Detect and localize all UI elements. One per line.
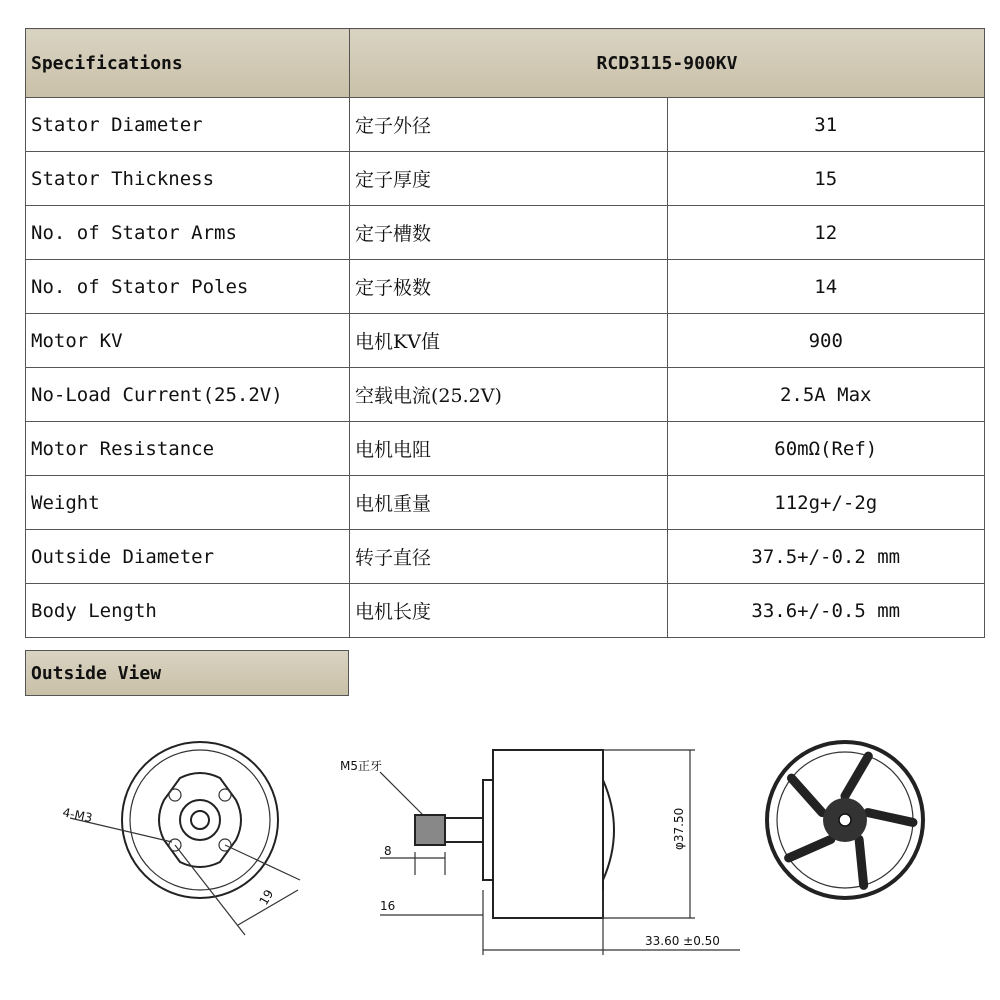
spec-row	[26, 98, 985, 152]
spec-row	[26, 476, 985, 530]
spec-value: 2.5A Max	[667, 368, 985, 422]
side-view-drawing	[340, 740, 740, 990]
spec-value: 12	[667, 206, 985, 260]
spec-header-label: Specifications	[26, 29, 350, 98]
spec-value: 31	[667, 98, 985, 152]
spec-name-cn: 定子极数	[350, 260, 668, 314]
spec-row	[26, 314, 985, 368]
hole-label: 4-M3	[61, 805, 94, 826]
spec-name-cn: 电机电阻	[350, 422, 668, 476]
rear-spoke	[868, 813, 913, 823]
dim-16-label: 16	[380, 899, 396, 913]
spec-name-cn: 电机长度	[350, 584, 668, 638]
spec-row	[26, 206, 985, 260]
spec-name-en: Weight	[26, 476, 350, 530]
spec-name-en: No. of Stator Arms	[26, 206, 350, 260]
front-inner-ring	[130, 750, 270, 890]
mount-hole	[169, 789, 181, 801]
spec-name-cn: 电机KV值	[350, 314, 668, 368]
outside-view-header: Outside View	[25, 650, 349, 696]
spec-name-en: Motor KV	[26, 314, 350, 368]
spec-name-en: Stator Thickness	[26, 152, 350, 206]
rear-shaft	[839, 814, 851, 826]
spec-name-cn: 空载电流(25.2V)	[350, 368, 668, 422]
spec-name-cn: 转子直径	[350, 530, 668, 584]
front-view-drawing	[40, 720, 340, 980]
front-mount-cross	[159, 773, 241, 867]
spec-name-en: No. of Stator Poles	[26, 260, 350, 314]
spec-value: 900	[667, 314, 985, 368]
spec-value: 14	[667, 260, 985, 314]
spec-name-en: Stator Diameter	[26, 98, 350, 152]
spec-row	[26, 152, 985, 206]
spec-name-cn: 定子槽数	[350, 206, 668, 260]
spec-name-en: No-Load Current(25.2V)	[26, 368, 350, 422]
spec-name-cn: 定子外径	[350, 98, 668, 152]
thread-label: M5正牙	[340, 759, 382, 773]
diameter-label: φ37.50	[672, 807, 686, 850]
length-label: 33.60 ±0.50	[645, 934, 720, 948]
spec-row	[26, 368, 985, 422]
spec-row	[26, 530, 985, 584]
spec-name-cn: 定子厚度	[350, 152, 668, 206]
spec-name-en: Body Length	[26, 584, 350, 638]
spec-row	[26, 584, 985, 638]
dim-19-label: 19	[256, 887, 277, 908]
thread-leader	[380, 772, 428, 820]
rear-spoke	[845, 756, 868, 796]
motor-body	[493, 750, 603, 918]
spec-name-cn: 电机重量	[350, 476, 668, 530]
spec-table	[25, 28, 985, 638]
rear-spoke	[859, 839, 864, 885]
motor-end-cap	[603, 780, 614, 880]
spec-value: 112g+/-2g	[667, 476, 985, 530]
spec-value: 15	[667, 152, 985, 206]
spec-value: 33.6+/-0.5 mm	[667, 584, 985, 638]
spec-row	[26, 422, 985, 476]
spec-value: 37.5+/-0.2 mm	[667, 530, 985, 584]
shaft-thread	[415, 815, 445, 845]
rear-view-drawing	[760, 735, 930, 905]
spec-name-en: Outside Diameter	[26, 530, 350, 584]
rear-spoke	[789, 839, 831, 858]
rear-spoke	[791, 778, 822, 812]
mount-flange	[483, 780, 493, 880]
spec-row	[26, 260, 985, 314]
front-outer-ring	[122, 742, 278, 898]
dim-8-label: 8	[384, 844, 392, 858]
spec-name-en: Motor Resistance	[26, 422, 350, 476]
shaft	[445, 818, 483, 842]
front-hub	[180, 800, 220, 840]
spec-value: 60mΩ(Ref)	[667, 422, 985, 476]
spec-header-row	[26, 29, 985, 98]
model-name: RCD3115-900KV	[350, 29, 985, 98]
mount-hole	[219, 789, 231, 801]
front-shaft	[191, 811, 209, 829]
